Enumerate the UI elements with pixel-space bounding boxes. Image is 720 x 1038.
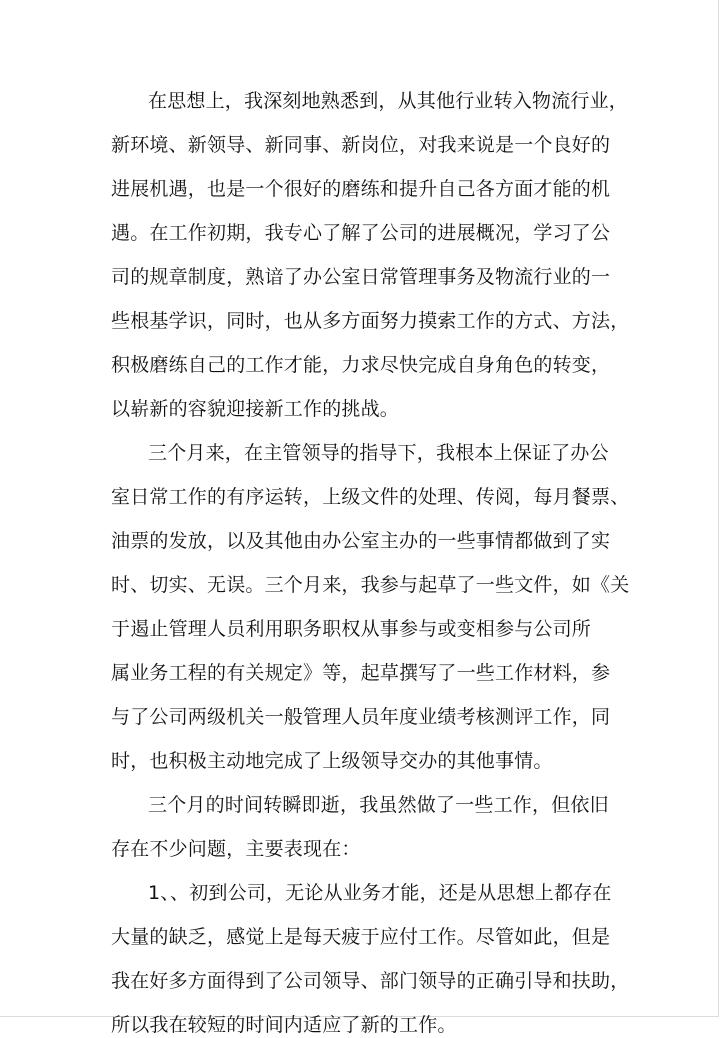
paragraph-2-line-3: 油票的发放，以及其他由办公室主办的一些事情都做到了实: [111, 530, 611, 552]
paragraph-1-line-5: 司的规章制度，熟谙了办公室日常管理事务及物流行业的一: [111, 266, 611, 288]
paragraph-2-line-4: 时、切实、无误。三个月来，我参与起草了一些文件，如《关: [111, 574, 630, 596]
paragraph-2-line-8: 时，也积极主动地完成了上级领导交办的其他事情。: [111, 750, 553, 772]
paragraph-2-line-7: 与了公司两级机关一般管理人员年度业绩考核测评工作，同: [111, 706, 611, 728]
paragraph-4-line-3: 我在好多方面得到了公司领导、部门领导的正确引导和扶助，: [111, 970, 630, 992]
paragraph-1-line-6: 些根基学识，同时，也从多方面努力摸索工作的方式、方法，: [111, 310, 630, 332]
paragraph-1-line-2: 新环境、新领导、新同事、新岗位，对我来说是一个良好的: [111, 134, 611, 156]
paragraph-1-line-4: 遇。在工作初期，我专心了解了公司的进展概况，学习了公: [111, 222, 611, 244]
paragraph-2-line-5: 于遏止管理人员利用职务职权从事参与或变相参与公司所: [111, 618, 592, 640]
paragraph-3-line-1: 三个月的时间转瞬即逝，我虽然做了一些工作，但依旧: [148, 794, 609, 816]
paragraph-2-line-6: 属业务工程的有关规定》等，起草撰写了一些工作材料，参: [111, 662, 611, 684]
paragraph-1-line-8: 以崭新的容貌迎接新工作的挑战。: [111, 398, 400, 420]
paragraph-4-line-4: 所以我在较短的时间内适应了新的工作。: [111, 1014, 457, 1036]
paragraph-2-line-2: 室日常工作的有序运转，上级文件的处理、传阅，每月餐票、: [111, 486, 630, 508]
paragraph-1-line-3: 进展机遇，也是一个很好的磨练和提升自己各方面才能的机: [111, 178, 611, 200]
paragraph-1-line-1: 在思想上，我深刻地熟悉到，从其他行业转入物流行业，: [148, 90, 629, 112]
paragraph-4-line-1: 1、、初到公司，无论从业务才能，还是从思想上都存在: [148, 882, 612, 904]
paragraph-4-line-2: 大量的缺乏，感觉上是每天疲于应付工作。尽管如此，但是: [111, 926, 611, 948]
paragraph-3-line-2: 存在不少问题，主要表现在：: [111, 838, 361, 860]
paragraph-1-line-7: 积极磨练自己的工作才能，力求尽快完成自身角色的转变，: [111, 354, 611, 376]
paragraph-2-line-1: 三个月来，在主管领导的指导下，我根本上保证了办公: [148, 442, 609, 464]
